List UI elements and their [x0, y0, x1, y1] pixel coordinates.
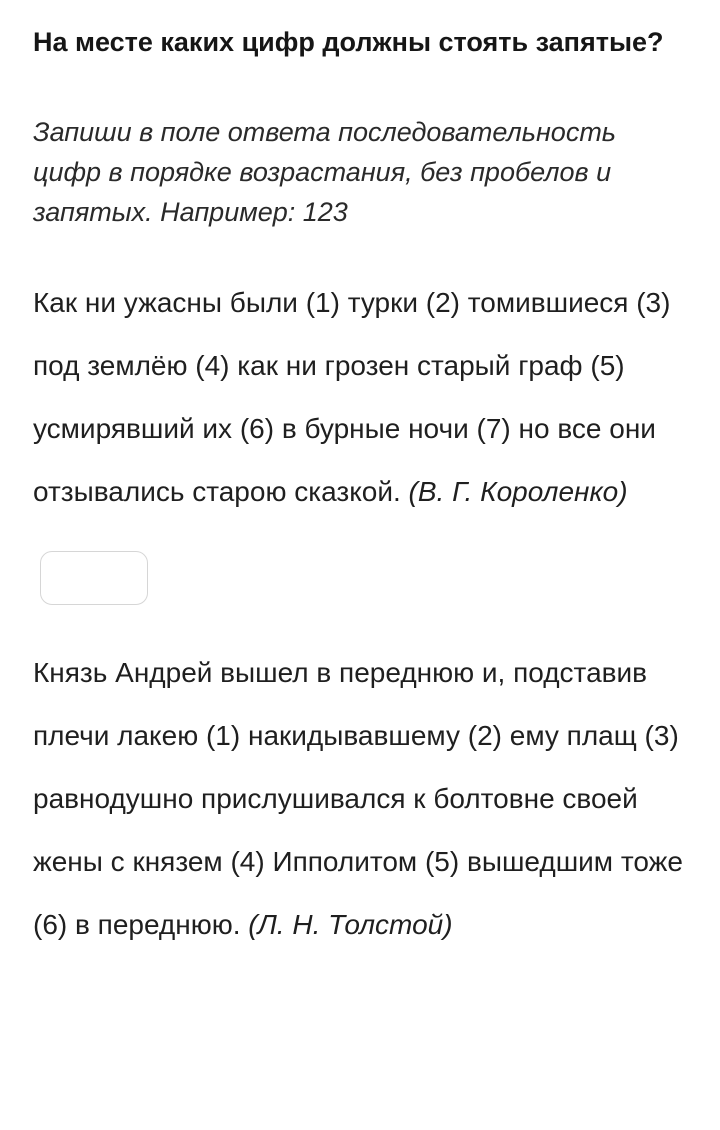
answer-input[interactable]: [40, 551, 148, 605]
task-sentence-2-author: (Л. Н. Толстой): [248, 909, 453, 940]
answer-instruction: Запиши в поле ответа последовательность цифр в порядке возрастания, без пробелов и запятых. Например: 123: [33, 117, 617, 227]
task-sentence-1-author: (В. Г. Короленко): [408, 476, 628, 507]
task-sentence-2: [33, 641, 686, 956]
task-sentence-2-text: Князь Андрей вышел в переднюю и, подставив плечи лакею (1) накидывавшему (2) ему плащ (3) равнодушно прислушивался к болтовне своей жены с князем (4) Ипполитом (5) вышедшим тоже (6) в переднюю.: [33, 657, 683, 940]
task-sentence-1: [33, 271, 686, 523]
task-sentence-1-text: Как ни ужасны были (1) турки (2) томившиеся (3) под землёю (4) как ни грозен старый граф (5) усмирявший их (6) в бурные ночи (7) но все они отзывались старою сказкой.: [33, 287, 671, 507]
question-title: На месте каких цифр должны стоять запятые?: [33, 27, 664, 57]
